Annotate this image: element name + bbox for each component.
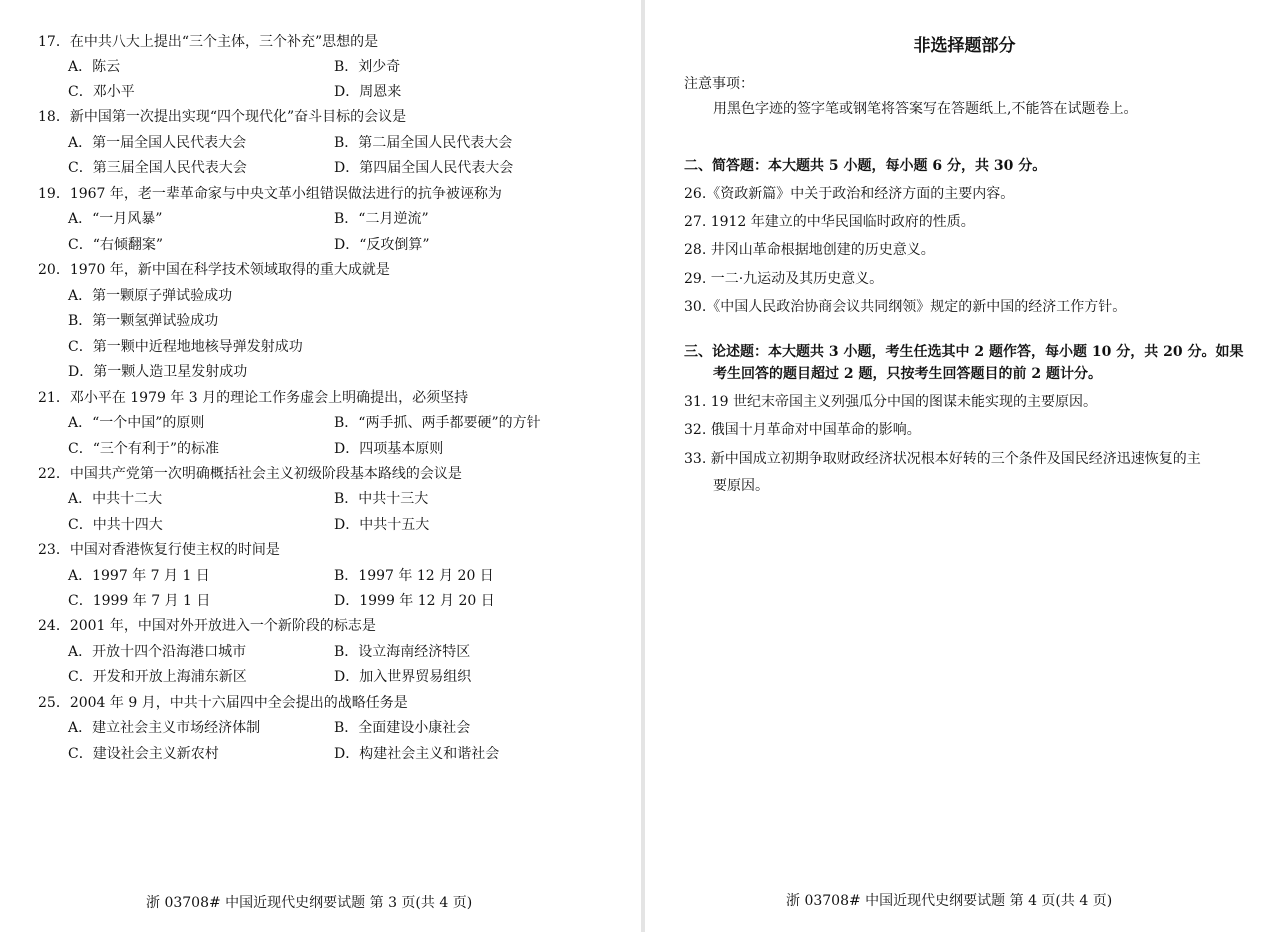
- notice-label: 注意事项：: [684, 76, 754, 92]
- answer-option: C．建设社会主义新农村: [68, 746, 219, 762]
- answer-option: C．第三届全国人民代表大会: [68, 160, 247, 176]
- answer-option: D．构建社会主义和谐社会: [334, 746, 500, 762]
- answer-option: D．周恩来: [334, 84, 402, 100]
- question-stem: 22．中国共产党第一次明确概括社会主义初级阶段基本路线的会议是: [38, 466, 462, 482]
- answer-option: B．刘少奇: [334, 59, 401, 75]
- question-item: 29. 一二·九运动及其历史意义。: [684, 271, 884, 287]
- question-stem: 23．中国对香港恢复行使主权的时间是: [38, 542, 280, 558]
- question-item: 32. 俄国十月革命对中国革命的影响。: [684, 422, 921, 438]
- question-stem: 17．在中共八大上提出“三个主体，三个补充”思想的是: [38, 34, 379, 50]
- answer-option: B．中共十三大: [334, 491, 429, 507]
- page-4: [645, 0, 1284, 932]
- answer-option: C．邓小平: [68, 84, 135, 100]
- answer-option: B．第二届全国人民代表大会: [334, 135, 513, 151]
- answer-option: A．第一届全国人民代表大会: [68, 135, 247, 151]
- question-item: 30.《中国人民政治协商会议共同纲领》规定的新中国的经济工作方针。: [684, 299, 1127, 315]
- question-item: 33. 新中国成立初期争取财政经济状况根本好转的三个条件及国民经济迅速恢复的主: [684, 451, 1201, 467]
- answer-option: D．四项基本原则: [334, 441, 444, 457]
- question-item: 31. 19 世纪末帝国主义列强瓜分中国的图谋未能实现的主要原因。: [684, 394, 1097, 410]
- section-3-heading: 三、论述题：本大题共 3 小题，考生任选其中 2 题作答，每小题 10 分，共 20 分。如果: [684, 344, 1244, 360]
- answer-option: A．“一月风暴”: [68, 211, 163, 227]
- section-2-heading: 二、简答题：本大题共 5 小题，每小题 6 分，共 30 分。: [684, 158, 1047, 174]
- answer-option: C．1999 年 7 月 1 日: [68, 593, 211, 609]
- answer-option: A．“一个中国”的原则: [68, 415, 205, 431]
- question-stem: 19．1967 年，老一辈革命家与中央文革小组错误做法进行的抗争被诬称为: [38, 186, 502, 202]
- question-item: 28. 井冈山革命根据地创建的历史意义。: [684, 242, 935, 258]
- page-3: [0, 0, 641, 932]
- question-stem: 25．2004 年 9 月，中共十六届四中全会提出的战略任务是: [38, 695, 408, 711]
- answer-option: A．中共十二大: [68, 491, 163, 507]
- question-stem: 20．1970 年，新中国在科学技术领域取得的重大成就是: [38, 262, 390, 278]
- answer-option: C．“右倾翻案”: [68, 237, 164, 253]
- question-stem: 24．2001 年，中国对外开放进入一个新阶段的标志是: [38, 618, 376, 634]
- answer-option: A．开放十四个沿海港口城市: [68, 644, 247, 660]
- answer-option: A．建立社会主义市场经济体制: [68, 720, 261, 736]
- question-item: 26.《资政新篇》中关于政治和经济方面的主要内容。: [684, 186, 1015, 202]
- answer-option: B．“两手抓、两手都要硬”的方针: [334, 415, 541, 431]
- question-stem: 21．邓小平在 1979 年 3 月的理论工作务虚会上明确提出，必须坚持: [38, 390, 469, 406]
- answer-option: C．中共十四大: [68, 517, 163, 533]
- answer-option: D．第四届全国人民代表大会: [334, 160, 514, 176]
- question-item-cont: 要原因。: [713, 478, 769, 494]
- answer-option: D．加入世界贸易组织: [334, 669, 472, 685]
- notice-text: 用黑色字迹的签字笔或钢笔将答案写在答题纸上,不能答在试题卷上。: [713, 101, 1138, 117]
- answer-option: B．“二月逆流”: [334, 211, 429, 227]
- answer-option: B．第一颗氢弹试验成功: [68, 313, 219, 329]
- answer-option: C．“三个有利于”的标准: [68, 441, 220, 457]
- answer-option: D．中共十五大: [334, 517, 430, 533]
- answer-option: D．1999 年 12 月 20 日: [334, 593, 495, 609]
- answer-option: D．第一颗人造卫星发射成功: [68, 364, 248, 380]
- answer-option: B．设立海南经济特区: [334, 644, 471, 660]
- page-footer: 浙 03708# 中国近现代史纲要试题 第 3 页(共 4 页): [146, 895, 473, 911]
- answer-option: A．陈云: [68, 59, 121, 75]
- question-item: 27. 1912 年建立的中华民国临时政府的性质。: [684, 214, 975, 230]
- question-stem: 18．新中国第一次提出实现“四个现代化”奋斗目标的会议是: [38, 109, 407, 125]
- answer-option: A．第一颗原子弹试验成功: [68, 288, 233, 304]
- answer-option: B．全面建设小康社会: [334, 720, 471, 736]
- answer-option: D．“反攻倒算”: [334, 237, 430, 253]
- answer-option: A．1997 年 7 月 1 日: [68, 568, 210, 584]
- answer-option: B．1997 年 12 月 20 日: [334, 568, 494, 584]
- section-title: 非选择题部分: [913, 36, 1016, 56]
- answer-option: C．第一颗中近程地地核导弹发射成功: [68, 339, 303, 355]
- answer-option: C．开发和开放上海浦东新区: [68, 669, 247, 685]
- page-footer: 浙 03708# 中国近现代史纲要试题 第 4 页(共 4 页): [786, 893, 1113, 909]
- section-3-heading-cont: 考生回答的题目超过 2 题，只按考生回答题目的前 2 题计分。: [713, 366, 1102, 382]
